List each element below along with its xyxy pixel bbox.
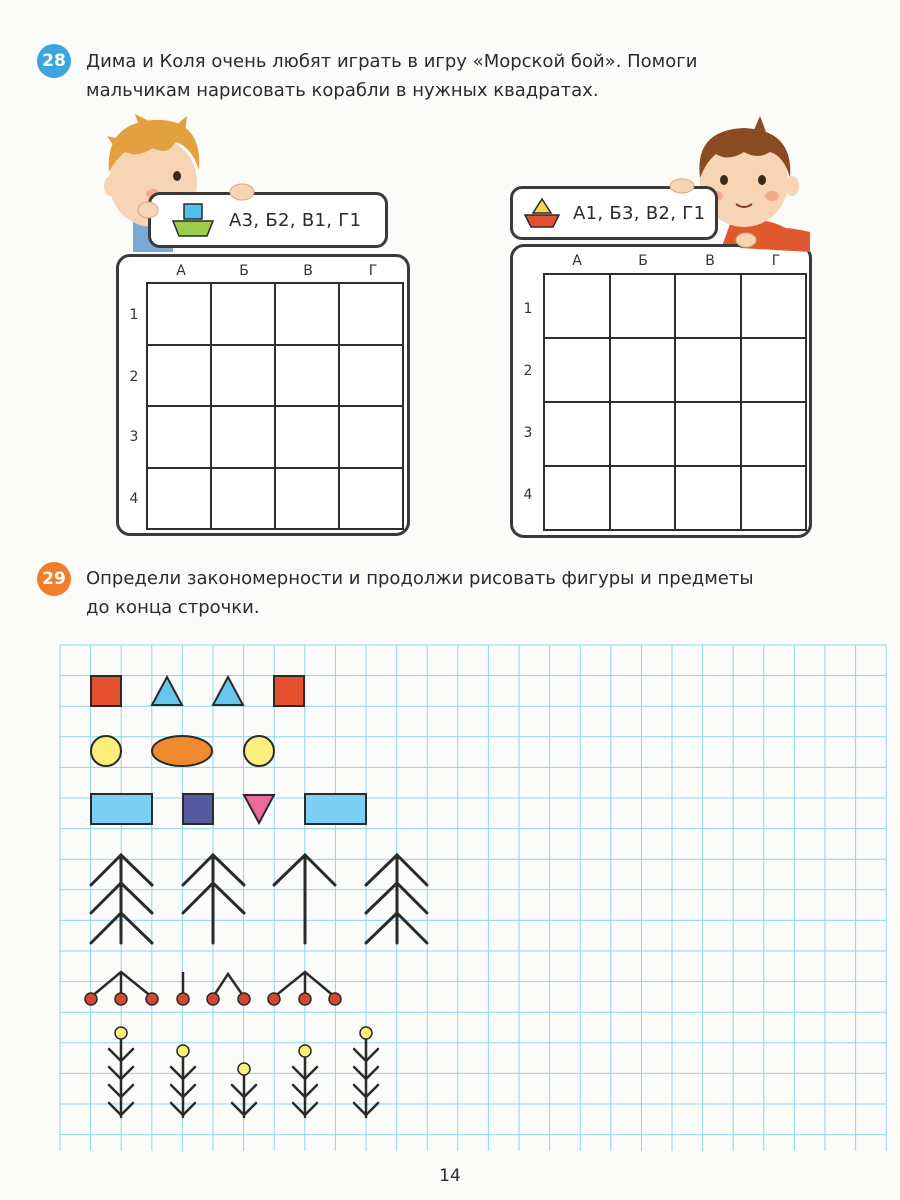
- pink-triangle-down: [244, 795, 274, 823]
- flower-stem-3: [171, 1045, 195, 1117]
- fir-tree-1: [274, 855, 335, 943]
- right-cell-v4[interactable]: [675, 466, 741, 530]
- red-square: [274, 676, 304, 706]
- fir-tree-3: [366, 855, 427, 943]
- right-cell-a2[interactable]: [544, 338, 610, 402]
- left-ship-coordinates: А3, Б2, В1, Г1: [229, 209, 362, 231]
- berry-branch-2: [213, 974, 244, 997]
- left-cell-a1[interactable]: [147, 283, 211, 345]
- left-cell-g4[interactable]: [339, 468, 403, 530]
- left-cell-g1[interactable]: [339, 283, 403, 345]
- right-cell-g3[interactable]: [741, 402, 807, 466]
- left-cell-a2[interactable]: [147, 345, 211, 407]
- right-col-label-g: Г: [771, 253, 781, 269]
- red-square: [91, 676, 121, 706]
- pattern-row-4: [91, 855, 427, 943]
- left-cell-a4[interactable]: [147, 468, 211, 530]
- blue-triangle: [213, 677, 243, 705]
- right-row-label-2: 2: [523, 363, 533, 379]
- orange-oval: [152, 736, 212, 766]
- blue-rectangle: [305, 794, 366, 824]
- right-cell-b3[interactable]: [610, 402, 676, 466]
- fir-tree-3: [91, 855, 152, 943]
- right-game-board: [510, 244, 812, 538]
- task-28-badge: [37, 44, 71, 78]
- right-col-label-b: Б: [638, 253, 648, 269]
- left-row-label-2: 2: [129, 369, 139, 385]
- left-cell-v2[interactable]: [275, 345, 339, 407]
- left-col-label-a: А: [176, 263, 186, 279]
- left-cell-g3[interactable]: [339, 406, 403, 468]
- dima-hands: [120, 180, 420, 240]
- yellow-circle: [91, 736, 121, 766]
- left-cell-b1[interactable]: [211, 283, 275, 345]
- navy-square: [183, 794, 213, 824]
- task-28-instructions: [86, 47, 697, 105]
- pattern-row-1: [91, 676, 304, 706]
- left-col-label-b: Б: [239, 263, 249, 279]
- left-col-label-g: Г: [368, 263, 378, 279]
- left-cell-a3[interactable]: [147, 406, 211, 468]
- left-cell-g2[interactable]: [339, 345, 403, 407]
- left-row-label-3: 3: [129, 429, 139, 445]
- right-ship-coordinates: А1, Б3, В2, Г1: [573, 202, 706, 224]
- right-cell-v3[interactable]: [675, 402, 741, 466]
- task-28-line-2: мальчикам нарисовать корабли в нужных квадратах.: [86, 80, 599, 101]
- pattern-row-2: [91, 736, 274, 766]
- right-cell-b1[interactable]: [610, 274, 676, 338]
- right-row-label-4: 4: [523, 487, 533, 503]
- task-29-line-2: до конца строчки.: [86, 597, 260, 618]
- right-cell-b2[interactable]: [610, 338, 676, 402]
- right-cell-a1[interactable]: [544, 274, 610, 338]
- task-29-badge: [37, 562, 71, 596]
- left-cell-b3[interactable]: [211, 406, 275, 468]
- right-cell-g1[interactable]: [741, 274, 807, 338]
- right-row-label-3: 3: [523, 425, 533, 441]
- left-col-label-v: В: [303, 263, 313, 279]
- right-cell-a4[interactable]: [544, 466, 610, 530]
- left-cell-b4[interactable]: [211, 468, 275, 530]
- pattern-grid[interactable]: [60, 645, 886, 1151]
- right-cell-g2[interactable]: [741, 338, 807, 402]
- blue-triangle: [152, 677, 182, 705]
- page-number: 14: [439, 1166, 461, 1186]
- left-grid: [146, 282, 404, 530]
- right-cell-g4[interactable]: [741, 466, 807, 530]
- right-cell-a3[interactable]: [544, 402, 610, 466]
- left-cell-b2[interactable]: [211, 345, 275, 407]
- kolya-hands: [660, 176, 820, 256]
- task-28-number: 28: [42, 51, 66, 71]
- left-row-label-4: 4: [129, 491, 139, 507]
- sailboat-icon: [523, 197, 561, 229]
- task-29-line-1: Определи закономерности и продолжи рисовать фигуры и предметы: [86, 568, 754, 589]
- right-cell-v1[interactable]: [675, 274, 741, 338]
- blue-rectangle: [91, 794, 152, 824]
- task-29-number: 29: [42, 569, 66, 589]
- left-cell-v1[interactable]: [275, 283, 339, 345]
- right-row-label-1: 1: [523, 301, 533, 317]
- flower-stem-2: [232, 1063, 256, 1117]
- flower-stem-3: [293, 1045, 317, 1117]
- right-col-label-v: В: [705, 253, 715, 269]
- left-cell-v4[interactable]: [275, 468, 339, 530]
- fir-tree-2: [183, 855, 244, 943]
- left-game-board: [116, 254, 410, 536]
- right-cell-v2[interactable]: [675, 338, 741, 402]
- left-row-label-1: 1: [129, 307, 139, 323]
- right-col-label-a: А: [572, 253, 582, 269]
- right-cell-b4[interactable]: [610, 466, 676, 530]
- left-cell-v3[interactable]: [275, 406, 339, 468]
- right-grid: [543, 273, 807, 531]
- task-29-instructions: [86, 564, 754, 622]
- yellow-circle: [244, 736, 274, 766]
- task-28-line-1: Дима и Коля очень любят играть в игру «Морской бой». Помоги: [86, 51, 698, 72]
